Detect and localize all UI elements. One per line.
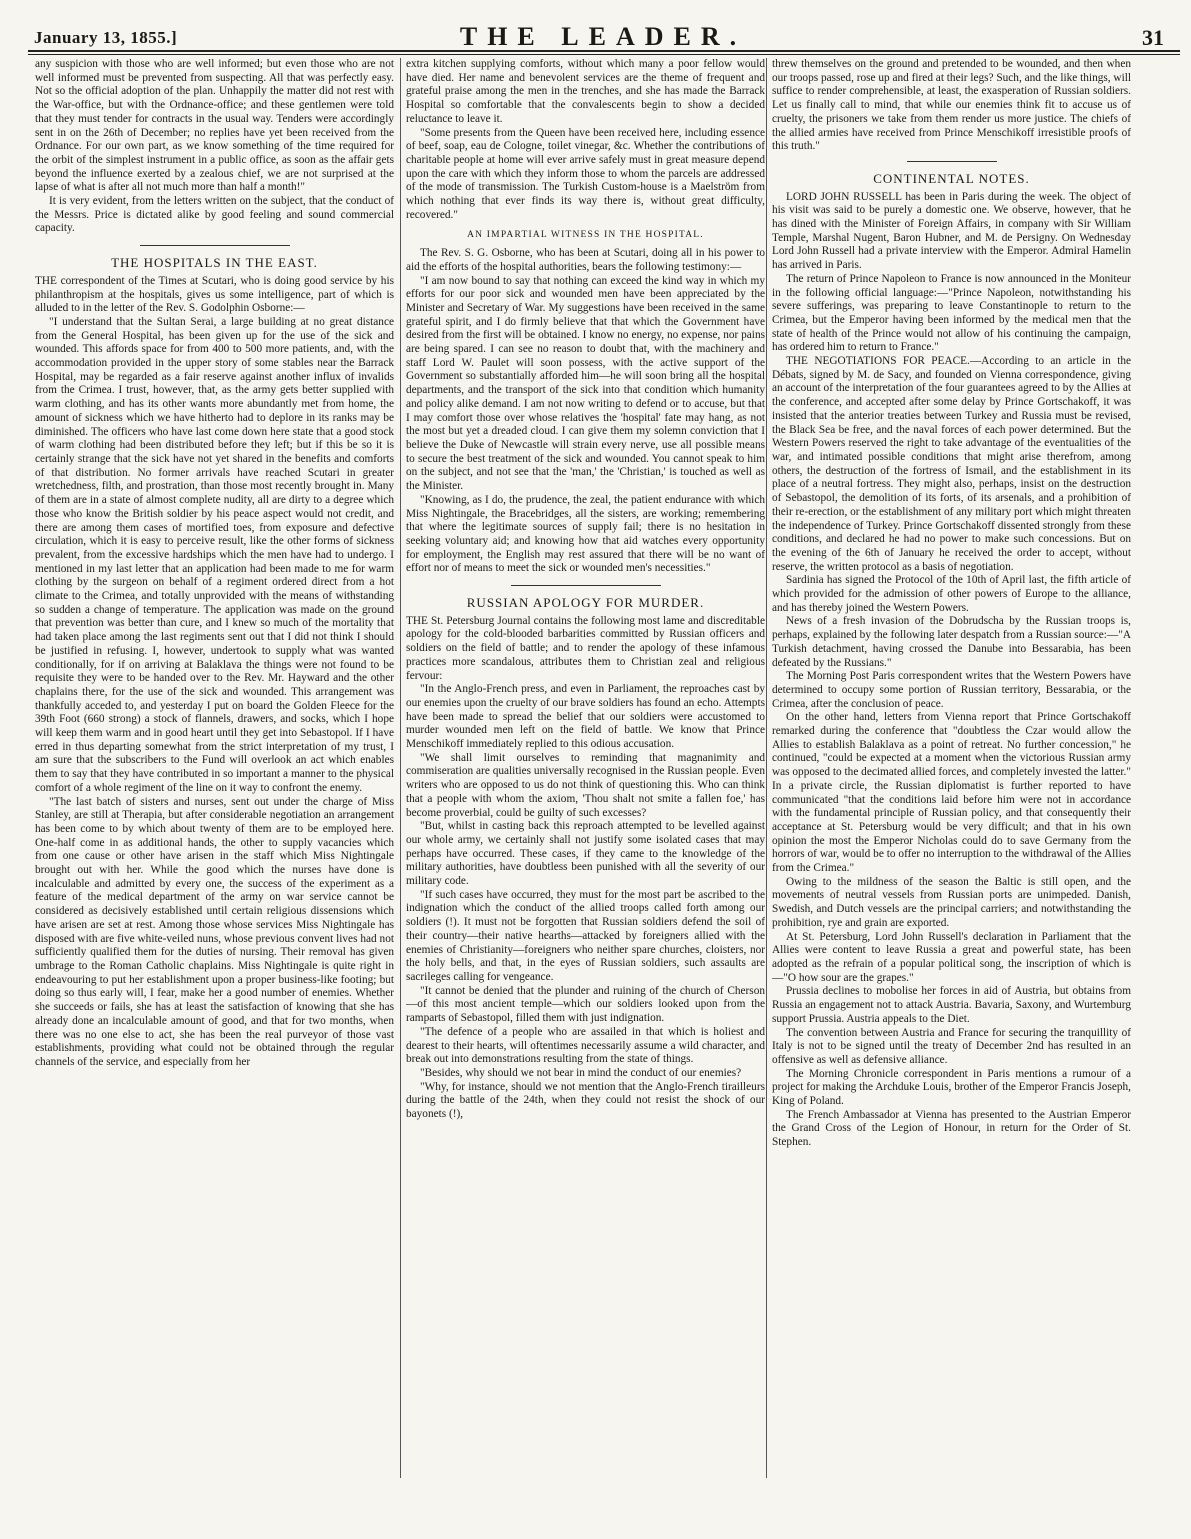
paragraph: THE NEGOTIATIONS FOR PEACE.—According to an article in the Débats, signed by M. de Sacy, and founded on Vienna correspondence, giving an account of the interpretation of the four guarantees agreed to by the Allies at the conference, and accepted after some delay by Prince Gortschakoff, it was insisted that the anterior treaties between Turkey and Russia must be revised, the Black Sea be free, and the naval forces of each power determined. But the Western Powers reserved the right to take advantage of the eventualities of the war, and intimated possible conditions that might arise therefrom, among others, the destruction of the fortress of Ismail, and the establishment in its place of a neutral fortress. They might also, perhaps, insist on the destruction of Sebastopol, the demolition of its forts, of its arsenals, and a prohibition of their re-erection, or the establishment of any military port which might threaten the independence of Turkey. Prince Gortschakoff dissented strongly from these conditions, and declared he had no power to make such concessions. But on the evening of the 6th of January he received the order to accept, without reserve, the written protocol as a basis of negotiation. — [772, 355, 1131, 573]
paragraph: "Why, for instance, should we not mention that the Anglo-French tirailleurs during the battle of the 24th, when they could not resist the shock of our bayonets (!), — [406, 1080, 765, 1121]
article-heading-continental-notes: CONTINENTAL NOTES. — [873, 170, 1030, 186]
paragraph: It is very evident, from the letters written on the subject, that the conduct of the Messrs. Price is dictated alike by good feeling and sound commercial capacity. — [35, 195, 394, 235]
paragraph: threw themselves on the ground and pretended to be wounded, and then when our troops passed, rose up and fired at their legs? Such, and the like things, will suffice to render comprehensible, at least, the exasperation of Russian soldiers. Let us finally call to mind, that while our enemies think fit to accuse us of cruelty, the prisoners we take from them render us more justice. The chiefs of the allied armies have received from Prince Menschikoff irresistible proofs of this truth." — [772, 58, 1131, 153]
page-number: 31 — [1142, 25, 1164, 50]
paragraph: Sardinia has signed the Protocol of the 10th of April last, the fifth article of which provided for the admission of other powers of Europe to the alliance, and has thereby joined the Western Powers. — [772, 574, 1131, 614]
column-divider — [766, 58, 767, 1478]
issue-date: January 13, 1855.] — [34, 28, 178, 47]
paragraph: The Morning Post Paris correspondent writes that the Western Powers have determined to occupy some portion of Russian territory, Bessarabia, or the Crimea, after the conclusion of peace. — [772, 670, 1131, 710]
paragraph: "I am now bound to say that nothing can exceed the kind way in which my efforts for our poor sick and wounded men have been appreciated by the Minister and Secretary of War. My suggestions have been received in the same grateful spirit, and I do firmly believe that that which the Government have desired from the first will be obtained. I know no energy, no expense, nor pains are being spared. I can see no reason to doubt that, with the machinery and staff Lord W. Paulet will soon possess, with the active support of the Government so substantially afforded him—he will soon bring all the hospital departments, and the transport of the sick into that condition which humanity and policy alike demand. I am not now writing to defend or to accuse, but that I may comfort those over whose relatives the 'hospital' fate may hang, as not the most but yet a dreaded cloud. I can give them my solemn conviction that I believe the Duke of Newcastle will strain every nerve, use all possible means to secure the best treatment of the sick and wounded. You cannot speak to him on the subject, and not see that the 'man,' the 'Christian,' is touched as well as the Minister. — [406, 274, 765, 493]
paragraph: "But, whilst in casting back this reproach attempted to be levelled against our whole army, we certainly shall not justify some isolated cases that may perhaps have occurred. These cases, if they came to the knowledge of the military authorities, have doubtless been punished with all the severity of our military code. — [406, 820, 765, 888]
paragraph: "Knowing, as I do, the prudence, the zeal, the patient endurance with which Miss Nightingale, the Bracebridges, all the sisters, are working; remembering that where the legitimate sources of supply fail; there is no hesitation in seeking voluntary aid; and knowing how that aid watches every opportunity for employment, the English may rest assured that there will be no want of effort nor of means to meet the sick or wounded men's necessities." — [406, 493, 765, 575]
paragraph: Owing to the mildness of the season the Baltic is still open, and the movements of neutral vessels from Russian ports are unimpeded. Danish, Swedish, and Dutch vessels are the principal carriers; and notwithstanding the prohibition, rye and grain are exported. — [772, 875, 1131, 929]
paragraph: The convention between Austria and France for securing the tranquillity of Italy is not to be signed until the treaty of December 2nd has resulted in an offensive as well as defensive alliance. — [772, 1026, 1131, 1066]
paragraph: News of a fresh invasion of the Dobrudscha by the Russian troops is, perhaps, explained by the following later despatch from a Russian source:—"A Turkish detachment, having crossed the Danube into Bessarabia, has been defeated by the Russians." — [772, 615, 1131, 669]
sub-heading-impartial-witness: AN IMPARTIAL WITNESS IN THE HOSPITAL. — [467, 230, 704, 241]
paragraph: LORD JOHN RUSSELL has been in Paris during the week. The object of his visit was said to be purely a domestic one. We observe, however, that he has dined with the Minister of Foreign Affairs, in company with Sir William Temple, Marshal Nugent, Baron Hubner, and M. de Persigny. On Wednesday Lord John Russell had a private interview with the Emperor. Admiral Hamelin has arrived in Paris. — [772, 190, 1131, 272]
paragraph: THE correspondent of the Times at Scutari, who is doing good service by his philanthropism at the hospitals, gives us some intelligence, part of which is alluded to in the letter of the Rev. S. Godolphin Osborne:— — [35, 274, 394, 315]
article-heading-hospitals: THE HOSPITALS IN THE EAST. — [111, 255, 318, 271]
paragraph: At St. Petersburg, Lord John Russell's declaration in Parliament that the Allies were content to leave Russia a great and powerful state, has been adopted as the refrain of a popular political song, the inscription of which is—"O how sour are the grapes." — [772, 930, 1131, 984]
section-rule — [511, 585, 661, 586]
paragraph: "The defence of a people who are assailed in that which is holiest and dearest to their hearts, will oftentimes necessarily assume a wild character, and break out into demonstrations resulting from the state of things. — [406, 1025, 765, 1066]
column-divider — [400, 58, 401, 1478]
header-rule — [28, 50, 1180, 52]
paragraph: The return of Prince Napoleon to France is now announced in the Moniteur in the following official language:—"Prince Napoleon, notwithstanding his severe sufferings, was preparing to leave Constantinople to return to the Crimea, but the Emperor having been informed by the medical men that the state of health of the Prince would not allow of his continuing the campaign, has ordered him to return to France." — [772, 272, 1131, 354]
header-rule-thin — [28, 54, 1180, 55]
masthead-title: THE LEADER. — [459, 22, 747, 51]
paragraph: "It cannot be denied that the plunder and ruining of the church of Cherson—of this most ancient temple—which our soldiers looked upon from the ramparts of Sebastopol, filled them with just indignation. — [406, 984, 765, 1025]
section-rule — [140, 245, 290, 246]
page-header — [28, 8, 1178, 51]
paragraph: "We shall limit ourselves to reminding that magnanimity and commiseration are qualities universally recognised in the Russian people. Even writers who are opposed to us do not think of questioning this. Who can think that a people with whom the axiom, 'Thou shalt not smite a fallen foe,' has become proverbial, could be guilty of such excesses? — [406, 751, 765, 819]
section-rule — [907, 161, 997, 162]
paragraph: "Besides, why should we not bear in mind the conduct of our enemies? — [420, 1066, 742, 1079]
paragraph: extra kitchen supplying comforts, without which many a poor fellow would have died. Her name and benevolent services are the theme of frequent and grateful praise among the men in the trenches, and she has made the Barrack Hospital so comfortable that the convalescents begin to show a decided reluctance to leave it. — [406, 58, 765, 125]
paragraph: Prussia declines to mobolise her forces in aid of Austria, but obtains from Russia an engagement not to attack Austria. Bavaria, Saxony, and Wurtemburg support Prussia. Austria appeals to the Diet. — [772, 985, 1131, 1025]
article-heading-russian-apology: RUSSIAN APOLOGY FOR MURDER. — [466, 595, 705, 611]
paragraph: "Some presents from the Queen have been received here, including essence of beef, soap, eau de Cologne, toilet vinegar, &c. Whether the contributions of charitable people at home will ever arrive safely must in great measure depend upon the care with which they inform those to whom the parcels are addressed of the mode of transmission. The Turkish Custom-house is a Maelström from which nothing that ever finds its way there is, without great difficulty, recovered." — [406, 126, 765, 221]
paragraph: "In the Anglo-French press, and even in Parliament, the reproaches cast by our enemies upon the cruelty of our brave soldiers has found an echo. Attempts have been made to spread the belief that our soldiers were accustomed to murder wounded men left on the field of battle. We know that Prince Menschikoff immediately replied to this odious accusation. — [406, 683, 765, 751]
paragraph: "If such cases have occurred, they must for the most part be ascribed to the indignation which the conduct of the allied troops called forth among our soldiers (!). It must not be forgotten that Russian soldiers defend the soil of their country—their native hearths—attacked by foreigners allied with the enemies of Christianity—foreigners who neither spare churches, cloisters, nor the holy bells, and that, in the eyes of Russian soldiers, such assaults are sacrileges calling for vengeance. — [406, 888, 765, 983]
column-2 — [406, 58, 765, 1508]
column-3 — [772, 58, 1131, 1508]
paragraph: On the other hand, letters from Vienna report that Prince Gortschakoff remarked during the conference that "doubtless the Czar would allow the Allies to establish Balaklava as a point of retreat. No further concession," he continued, "could be expected at a moment when the victorious Russian army was opposed to the decimated allied forces, and completely invested the latter." In a private circle, the Russian diplomatist is further reported to have communicated "that the conditions laid before him were not in accordance with the fundamental principle of Russian policy, and that consequently their acceptance at St. Petersburg would be very difficult; and that in his own opinion the most the Emperor Nicholas could do to save Germany from the horrors of war, would be to offer no interruption to the withdrawal of the Allies from the Crimea." — [772, 711, 1131, 875]
paragraph: "The last batch of sisters and nurses, sent out under the charge of Miss Stanley, are still at Therapia, but after considerable negotiation an arrangement has been come to by which about twenty of them are to be employed here. One-half come in as additional hands, the other to supply vacancies which from one cause or other have arisen in the staff which Miss Nightingale brought out with her. While the good which the nurses have done is incalculable and admitted by every one, the success of the experiment as a feature of the medical department of the army on war service cannot be considered as decisively established until certain religious dissensions which have arisen are set at rest. Among those whose services Miss Nightingale has disposed with are five white-veiled nuns, whose previous convent lives had not sufficiently qualified them for the duties of nursing. Their removal has given umbrage to the Roman Catholic chaplains. Miss Nightingale is quite right in endeavouring to put her establishment upon a proper business-like footing; but doing so thus early will, I fear, make her a good number of enemies. Whether she succeeds or fails, she has at least the satisfaction of knowing that she has already done an incalculable amount of good, and that for two months, when there was no one else to act, she has been the real purveyor of those vast establishments, providing what could not be obtained through the regular channels of the service, and especially from her — [35, 795, 394, 1068]
paragraph: "I understand that the Sultan Serai, a large building at no great distance from the General Hospital, has been given up for the use of the sick and wounded. This affords space for from 400 to 500 more patients, and, with the accommodation provided in the upper story of some stables near the Barrack Hospital, may be regarded as a fair reserve against another influx of invalids from the Crimea. I trust, however, that, as the army gets better supplied with warm clothing, and has its other wants more abundantly met from home, the amount of sickness which we have hitherto had to deplore in its ranks may be diminished. The officers who have last come down here state that a good stock of warm clothing had been distributed before they left; but if this be so it is certainly strange that the sick have not yet shared in the benefits and comforts of that distribution. No former arrivals have reached Scutari in greater wretchedness, filth, and prostration, than those most recently brought in. Many of them are in a state of almost complete nudity, all are dirty to a degree which those who know the British soldier by his peace aspect would not credit, and there are among them cases of mortified toes, from exposure and defective circulation, which it is easy to perceive result, like the other forms of sickness prevalent, from the excessive hardships which the men have had to undergo. I mentioned in my last letter that an application had been made to me for warm clothing by the surgeon on behalf of a regiment ordered direct from a hot climate to the Crimea, and totally unprovided with the means of withstanding so sudden a change of temperature. The application was made on the ground that prevention was better than cure, and I knew so much of the mortality that had taken place among the last regiments sent out that I did not think I should be justified in refusing. I, however, undertook to supply what was wanted conditionally, for if on arriving at Balaklava the things were not found to be requisite they were to be handed over to the Rev. Mr. Hayward and the other chaplains there, for the use of the sick and wounded. This arrangement was thankfully acceded to, and yesterday I put on board the Golden Fleece for the 39th Foot (660 strong) a stock of flannels, drawers, and socks, which I hope will keep them warm and in good heart until they get into Sebastopol. If I have erred in thus departing somewhat from the strict interpretation of my trust, I am sure that the subscribers to the Fund will overlook an act which enables them to say that they have contributed in so important a manner to the physical comfort of a whole regiment of the line on it way to confront the enemy. — [35, 315, 394, 794]
paragraph: THE St. Petersburg Journal contains the following most lame and discreditable apology for the cold-blooded barbarities committed by Russian officers and soldiers on the field of battle; and to render the apology of these infamous practices more scandalous, attributes them to Christian zeal and religious fervour: — [406, 614, 765, 682]
paragraph: The Morning Chronicle correspondent in Paris mentions a rumour of a project for making the Archduke Louis, brother of the Emperor Francis Joseph, King of Poland. — [772, 1067, 1131, 1108]
paragraph: any suspicion with those who are well informed; but even those who are not well informed must be prevented from suspecting. All that was perfectly easy. Not so the official adoption of the plan. Unhappily the matter did not rest with the War-office, but with the Ordnance-office; and these gentlemen were told that they must tender for contracts in the usual way. Tenders were accordingly sent in on the 26th of December; no replies have yet been received from the Ordnance. For our own part, as we know something of the time required for the orbit of the simplest instrument in a public office, as soon as the affair gets beyond the influence exerted by a zealous chief, we are not surprised at the lapse of what is after all not much more than half a month!" — [35, 58, 394, 194]
column-1 — [35, 58, 394, 1508]
paragraph: The French Ambassador at Vienna has presented to the Austrian Emperor the Grand Cross of the Legion of Honour, in return for the Order of St. Stephen. — [772, 1108, 1131, 1149]
paragraph: The Rev. S. G. Osborne, who has been at Scutari, doing all in his power to aid the efforts of the hospital authorities, bears the following testimony:— — [406, 247, 765, 273]
